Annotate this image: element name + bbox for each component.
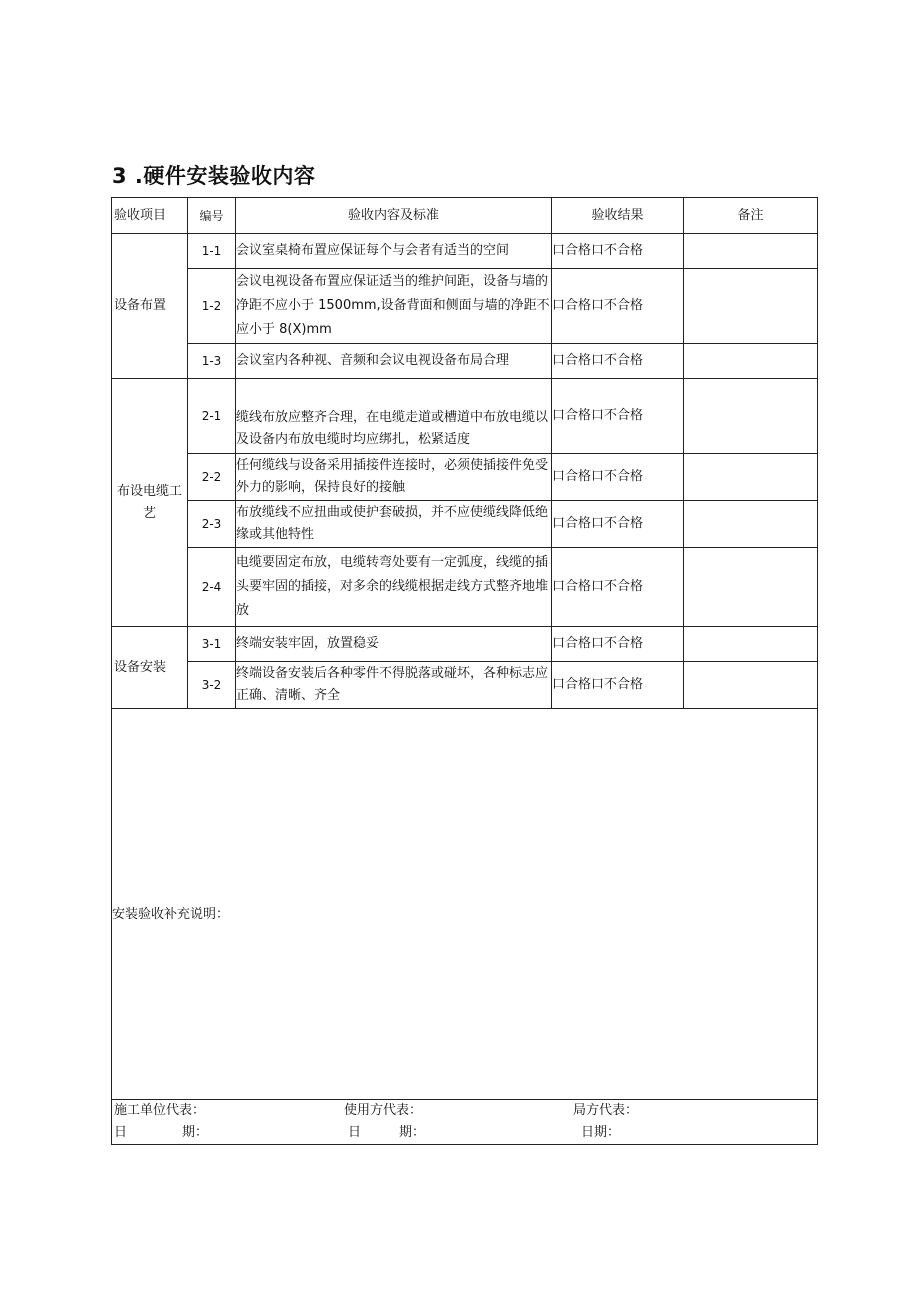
table-header-row xyxy=(112,198,818,234)
signature-row xyxy=(112,1100,818,1145)
bureau-date-label: 日期： xyxy=(581,1125,621,1140)
row-content: 会议室桌椅布置应保证每个与会者有适当的空间 xyxy=(236,234,552,269)
table-row xyxy=(112,379,818,454)
acceptance-table xyxy=(111,197,818,1145)
note-cell[interactable] xyxy=(684,627,818,662)
result-checkbox[interactable]: 口合格口不合格 xyxy=(552,627,684,662)
result-checkbox[interactable]: 口合格口不合格 xyxy=(552,501,684,548)
row-content: 终端设备安装后各种零件不得脱落或碰坏，各种标志应正确、清晰、齐全 xyxy=(236,662,552,709)
row-number: 2-1 xyxy=(188,379,236,454)
note-cell[interactable] xyxy=(684,344,818,379)
row-number: 3-2 xyxy=(188,662,236,709)
supplement-area[interactable] xyxy=(112,709,818,1100)
note-cell[interactable] xyxy=(684,234,818,269)
table-row xyxy=(112,627,818,662)
row-content: 布放缆线不应扭曲或使护套破损，并不应使缆线降低绝缘或其他特性 xyxy=(236,501,552,548)
group-name: 布设电缆工艺 xyxy=(112,379,188,627)
note-cell[interactable] xyxy=(684,269,818,344)
row-number: 2-3 xyxy=(188,501,236,548)
contractor-rep-label: 施工单位代表： xyxy=(114,1103,206,1118)
table-row xyxy=(112,501,818,548)
row-number: 1-3 xyxy=(188,344,236,379)
result-checkbox[interactable]: 口合格口不合格 xyxy=(552,454,684,501)
header-number: 编号 xyxy=(188,198,236,234)
header-content: 验收内容及标准 xyxy=(236,198,552,234)
note-cell[interactable] xyxy=(684,548,818,627)
result-checkbox[interactable]: 口合格口不合格 xyxy=(552,269,684,344)
note-cell[interactable] xyxy=(684,454,818,501)
header-item: 验收项目 xyxy=(112,198,188,234)
supplement-label: 安装验收补充说明： xyxy=(112,907,230,922)
result-checkbox[interactable]: 口合格口不合格 xyxy=(552,548,684,627)
bureau-rep-label: 局方代表： xyxy=(573,1103,639,1118)
row-content: 终端安装牢固，放置稳妥 xyxy=(236,627,552,662)
table-row xyxy=(112,344,818,379)
group-name: 设备安装 xyxy=(112,627,188,709)
row-number: 2-4 xyxy=(188,548,236,627)
supplement-row xyxy=(112,709,818,1100)
header-note: 备注 xyxy=(684,198,818,234)
contractor-date-label-2: 期： xyxy=(182,1125,209,1140)
result-checkbox[interactable]: 口合格口不合格 xyxy=(552,379,684,454)
user-date-label-2: 期： xyxy=(399,1125,426,1140)
page-title: 3 .硬件安装验收内容 xyxy=(112,164,316,188)
result-checkbox[interactable]: 口合格口不合格 xyxy=(552,234,684,269)
table-row xyxy=(112,454,818,501)
group-name: 设备布置 xyxy=(112,234,188,379)
row-number: 3-1 xyxy=(188,627,236,662)
row-content: 缆线布放应整齐合理，在电缆走道或槽道中布放电缆以及设备内布放电缆时均应绑扎，松紧适度 xyxy=(236,379,552,454)
table-row xyxy=(112,234,818,269)
table-row xyxy=(112,548,818,627)
signature-grid xyxy=(112,1100,817,1144)
row-number: 1-2 xyxy=(188,269,236,344)
note-cell[interactable] xyxy=(684,379,818,454)
row-content: 电缆要固定布放，电缆转弯处要有一定弧度，线缆的插头要牢固的插接，对多余的线缆根据走线方式整齐地堆放 xyxy=(236,548,552,627)
note-cell[interactable] xyxy=(684,662,818,709)
row-number: 1-1 xyxy=(188,234,236,269)
result-checkbox[interactable]: 口合格口不合格 xyxy=(552,662,684,709)
table-row xyxy=(112,269,818,344)
row-number: 2-2 xyxy=(188,454,236,501)
table-row xyxy=(112,662,818,709)
result-checkbox[interactable]: 口合格口不合格 xyxy=(552,344,684,379)
row-content: 会议电视设备布置应保证适当的维护间距，设备与墙的净距不应小于 1500mm,设备背面和侧面与墙的净距不应小于 8(X)mm xyxy=(236,269,552,344)
user-date-label: 日 xyxy=(348,1125,362,1140)
header-result: 验收结果 xyxy=(552,198,684,234)
note-cell[interactable] xyxy=(684,501,818,548)
user-rep-label: 使用方代表： xyxy=(344,1103,423,1118)
row-content: 会议室内各种视、音频和会议电视设备布局合理 xyxy=(236,344,552,379)
row-content: 任何缆线与设备采用插接件连接时，必须使插接件免受外力的影响，保持良好的接触 xyxy=(236,454,552,501)
contractor-date-label: 日 xyxy=(114,1125,128,1140)
